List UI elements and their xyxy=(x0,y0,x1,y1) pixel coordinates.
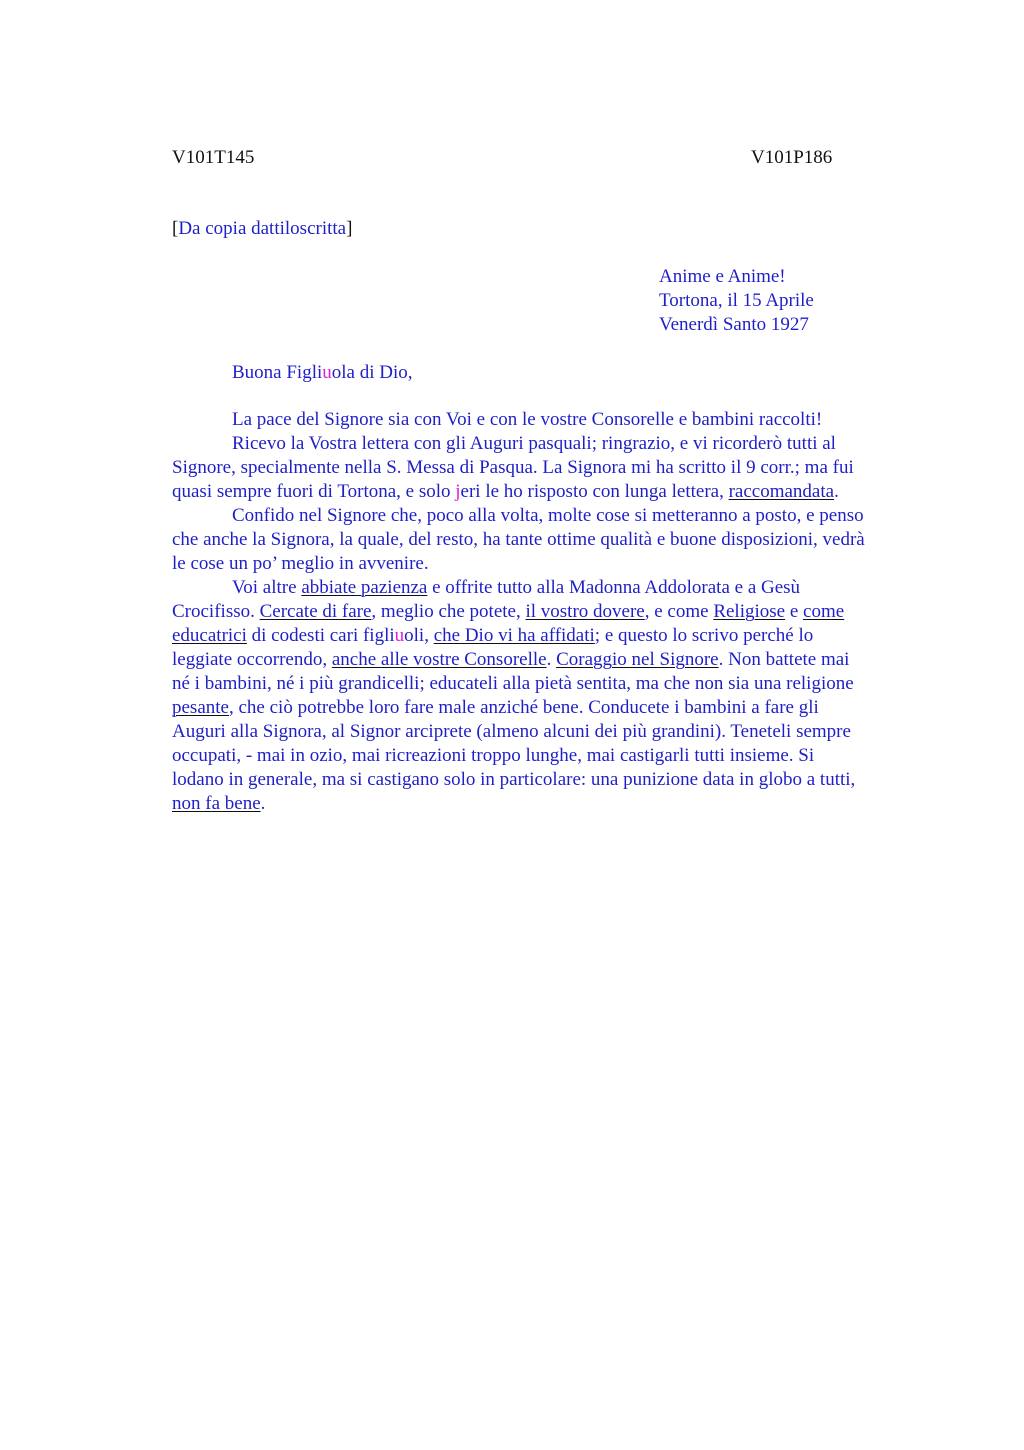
body-text-segment: . xyxy=(260,793,266,814)
source-note-open-bracket: [ xyxy=(172,218,179,239)
body-text-segment: , meglio che potete, xyxy=(371,601,526,622)
dateline-line-3: Venerdì Santo 1927 xyxy=(659,314,809,335)
body-line: occupati, - mai in ozio, mai ricreazioni troppo lunghe, mai castigarli tutti insieme. Si xyxy=(172,745,815,766)
body-text-segment: ; e questo lo scrivo perché lo xyxy=(594,625,814,646)
underlined-phrase: il vostro dovere xyxy=(525,601,645,622)
body-line: le cose un po’ meglio in avvenire. xyxy=(172,553,429,574)
document-code-left: V101T145 xyxy=(172,147,255,168)
source-note xyxy=(172,217,352,241)
body-line xyxy=(172,696,932,720)
underlined-phrase: pesante xyxy=(172,697,229,718)
body-text-segment: quasi sempre fuori di Tortona, e solo xyxy=(172,481,456,502)
salutation-part: Buona Figli xyxy=(232,362,323,383)
underlined-phrase: non fa bene xyxy=(172,793,261,814)
salutation-correction: u xyxy=(322,362,332,383)
body-text-segment: leggiate occorrendo, xyxy=(172,649,332,670)
body-line: Auguri alla Signora, al Signor arciprete (almeno alcuni dei più grandini). Teneteli sempre xyxy=(172,721,851,742)
body-line: che anche la Signora, la quale, del resto, ha tante ottime qualità e buone disposizioni, vedrà xyxy=(172,529,865,550)
source-note-text: Da copia dattiloscritta xyxy=(178,218,347,239)
body-line xyxy=(172,648,932,672)
body-text-segment: oli, xyxy=(404,625,434,646)
underlined-phrase: come xyxy=(803,601,845,622)
body-text-segment: eri le ho risposto con lunga lettera, xyxy=(460,481,729,502)
body-line xyxy=(172,576,932,600)
dateline-line-2: Tortona, il 15 Aprile xyxy=(659,290,814,311)
underlined-phrase: anche alle vostre Consorelle xyxy=(331,649,547,670)
document-code-right: V101P186 xyxy=(751,147,833,168)
body-text-segment: . xyxy=(546,649,557,670)
body-text-segment: . Non battete mai xyxy=(718,649,850,670)
underlined-phrase: educatrici xyxy=(172,625,247,646)
body-text-segment: , e come xyxy=(644,601,714,622)
underlined-phrase: Religiose xyxy=(713,601,786,622)
body-line xyxy=(172,792,932,816)
dateline-line-1: Anime e Anime! xyxy=(659,266,786,287)
underlined-phrase: Cercate di fare xyxy=(259,601,372,622)
body-line xyxy=(172,480,932,504)
underlined-phrase: Coraggio nel Signore xyxy=(556,649,719,670)
body-correction: u xyxy=(394,625,405,646)
underlined-phrase: raccomandata xyxy=(728,481,835,502)
body-text-segment: , che ciò potrebbe loro fare male anziché bene. Conducete i bambini a fare gli xyxy=(228,697,819,718)
body-line xyxy=(172,600,932,624)
body-text-segment: e xyxy=(785,601,804,622)
salutation xyxy=(232,361,413,385)
body-line: La pace del Signore sia con Voi e con le vostre Consorelle e bambini raccolti! xyxy=(232,409,823,430)
body-text-segment: Crocifisso. xyxy=(172,601,260,622)
body-line: Signore, specialmente nella S. Messa di Pasqua. La Signora mi ha scritto il 9 corr.; ma fui xyxy=(172,457,854,478)
body-line xyxy=(172,624,932,648)
letter-body xyxy=(172,408,932,816)
body-text-segment: . xyxy=(834,481,839,502)
body-text-segment: e offrite tutto alla Madonna Addolorata e a Gesù xyxy=(427,577,801,598)
underlined-phrase: che Dio vi ha affidati xyxy=(433,625,595,646)
body-line: né i bambini, né i più grandicelli; educateli alla pietà sentita, ma che non sia una religione xyxy=(172,673,854,694)
body-text-segment: Voi altre xyxy=(232,577,302,598)
body-line: Confido nel Signore che, poco alla volta, molte cose si metteranno a posto, e penso xyxy=(232,505,864,526)
body-correction: j xyxy=(455,481,461,502)
body-line: Ricevo la Vostra lettera con gli Auguri pasquali; ringrazio, e vi ricorderò tutti al xyxy=(232,433,836,454)
dateline xyxy=(659,265,814,337)
body-line: lodano in generale, ma si castigano solo in particolare: una punizione data in globo a tutti, xyxy=(172,769,856,790)
salutation-part: ola di Dio, xyxy=(331,362,413,383)
body-text-segment: di codesti cari figli xyxy=(246,625,395,646)
underlined-phrase: abbiate pazienza xyxy=(301,577,428,598)
source-note-close-bracket: ] xyxy=(346,218,353,239)
